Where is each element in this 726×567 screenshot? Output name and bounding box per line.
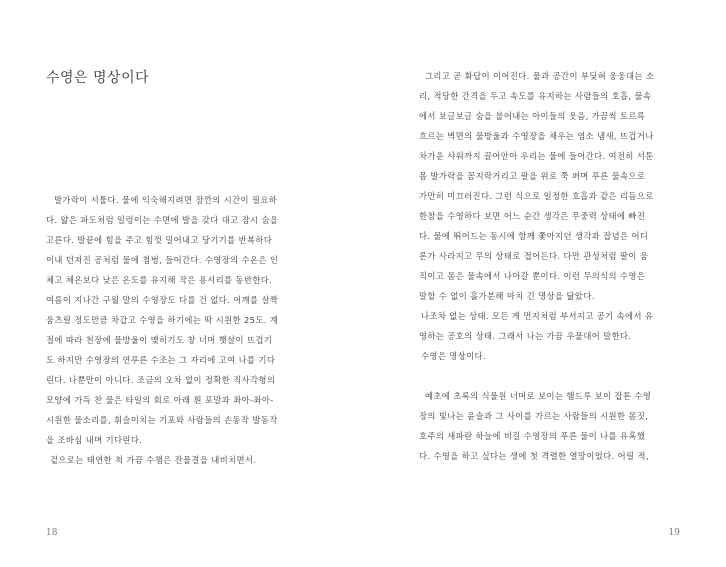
body-line: 발가락이 서툴다. 물에 익숙해지려면 잠깐의 시간이 필요하 (54, 195, 278, 205)
body-line: 다. 수영을 하고 싶다는 생에 첫 격렬한 열망이었다. 어릴 적, (419, 451, 649, 461)
body-line: 흐르는 벽면의 물방울과 수영장을 채우는 염소 냄새, 뜨겁거나 (419, 131, 654, 141)
body-line: 도 하지만 수영장의 연푸른 수조는 그 자리에 고여 나를 기다 (46, 355, 276, 365)
chapter-title: 수영은 명상이다 (46, 70, 150, 86)
body-line: 다. 얇은 파도처럼 일렁이는 수면에 발을 갖다 대고 잠시 숨을 (46, 215, 279, 225)
body-line: 차가운 샤워까지 끌어안아 우리는 물에 들어간다. 여전히 서툰 (419, 151, 654, 161)
body-line: 장의 빛나는 윤슬과 그 사이를 가르는 사람들의 시원한 몸짓, (419, 411, 649, 421)
body-line: 나조차 없는 상태. 모든 게 먼지처럼 부서지고 공기 속에서 유 (421, 311, 654, 321)
body-line: 예초에 초록의 식물원 너머로 보이는 햄드루 보이 잡톤 수영 (425, 391, 652, 401)
body-line: 여름이 지나간 구월 말의 수영장도 다를 건 없다. 어깨를 살짝 (46, 295, 279, 305)
body-line: 리, 적당한 간격을 두고 속도를 유지하는 사람들의 호흡, 물속 (419, 91, 652, 101)
body-line: 론가 사라지고 무의 상태로 접어든다. 다만 관성처럼 팔이 움 (419, 251, 649, 261)
left-body-text (46, 190, 308, 470)
paragraph-gap (419, 366, 677, 386)
body-line: 움츠릴 정도만큼 차갑고 수영을 하기에는 딱 시원한 25도. 계 (46, 315, 279, 325)
body-line: 모양에 가득 찬 물은 타일의 회로 아래 흰 포말과 촤아-촤아- (46, 395, 274, 405)
body-line: 호주의 새파란 하늘에 비길 수영장의 푸른 물이 나를 유혹했 (419, 431, 646, 441)
body-line: 영하는 공호의 상태. 그래서 나는 가끔 우물대어 말한다. (419, 331, 632, 341)
body-line: 고른다. 발끝에 힘을 주고 힘껏 밀어내고 당기기를 반복하다 (46, 235, 273, 245)
body-line: 을 조바심 내며 기다린다. (46, 435, 143, 445)
body-line: 절에 따라 천장에 물방울이 맺히기도 창 너머 햇살이 뜨겁기 (46, 335, 273, 345)
body-line: 몸 발가락을 꼼지락거리고 팔을 위로 쭉 펴며 푸른 물속으로 (419, 171, 646, 181)
body-line: 직이고 몸은 물속에서 나아갈 뿐이다. 이런 무의식의 수영은 (419, 271, 646, 281)
body-line: 린다. 나뿐만이 아니다. 조금의 오차 없이 정확한 직사각형의 (46, 375, 276, 385)
body-line: 가만히 미끄러진다. 그런 식으로 일정한 호흡과 같은 리듬으로 (419, 191, 654, 201)
body-line: 다. 물에 뛰어드는 동시에 함께 쫓아지던 생각과 잡념은 어디 (419, 231, 649, 241)
page-number-left: 18 (46, 528, 58, 538)
body-line: 에서 보글보글 숨을 불어내는 아이들의 웃음, 가끔씩 토르륵 (419, 111, 646, 121)
body-line: 수영은 명상이다. (421, 351, 486, 361)
right-body-text (419, 66, 677, 466)
body-line: 시원한 물소리를, 휘슬이치는 기포와 사람들의 손동작 발동작 (46, 415, 278, 425)
page-number-right: 19 (668, 528, 680, 538)
body-line: 겉으로는 태연한 척 가끔 수챔은 잔물결을 내비치면서. (50, 455, 257, 465)
body-line: 말할 수 없이 흘가분해 마치 긴 명상을 닮았다. (419, 291, 595, 301)
body-line: 그리고 곧 화답이 이어진다. 물과 공간이 부딪혀 웅웅대는 소 (425, 71, 655, 81)
right-page (363, 0, 726, 567)
body-line: 이내 던져진 공처럼 물에 첨벙, 들어간다. 수영장의 수온은 인 (46, 255, 279, 265)
body-line: 한참을 수영하다 보면 어느 순간 생각은 무중력 상태에 빠진 (419, 211, 646, 221)
body-line: 체고 체온보다 낮은 온도를 유지해 작은 용서리를 동반한다. (46, 275, 273, 285)
